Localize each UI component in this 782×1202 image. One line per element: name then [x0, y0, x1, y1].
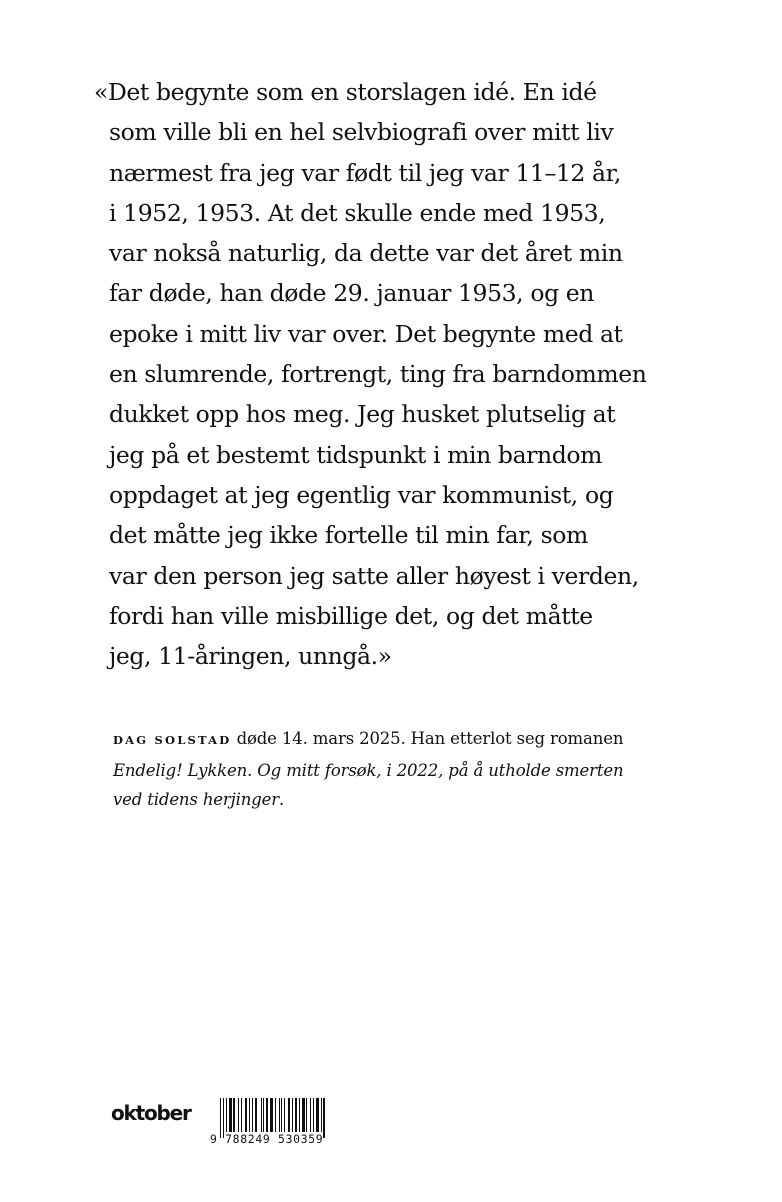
quote-line: var den person jeg satte aller høyest i verden,: [109, 561, 639, 590]
barcode-bar: [306, 1098, 307, 1132]
barcode-bar: [292, 1098, 293, 1132]
barcode-bar: [261, 1098, 262, 1132]
barcode-bar: [241, 1098, 242, 1132]
author-note-line-3: [113, 785, 753, 815]
quote-line: dukket opp hos meg. Jeg husket plutselig at: [109, 400, 616, 429]
barcode-bar: [284, 1098, 285, 1132]
quote-line: i 1952, 1953. At det skulle ende med 1953,: [109, 198, 606, 227]
quote-line: som ville bli en hel selvbiografi over mitt liv: [109, 118, 614, 147]
barcode-bar: [226, 1098, 227, 1132]
barcode-bar: [275, 1098, 276, 1132]
quote-line: «Det begynte som en storslagen idé. En idé: [94, 78, 597, 106]
author-note-line-2: [113, 756, 753, 786]
quote-line: epoke i mitt liv var over. Det begynte med at: [109, 319, 623, 348]
barcode-bar: [266, 1098, 268, 1132]
barcode-bar: [302, 1098, 305, 1132]
book-title-part-1: Endelig! Lykken. Og mitt forsøk, i 2022, på å utholde smerten: [113, 760, 624, 780]
book-title-part-2: ved tidens herjinger: [113, 790, 279, 809]
author-note-end-punct: .: [278, 790, 285, 809]
isbn-barcode: [210, 1098, 362, 1148]
barcode-bar: [310, 1098, 311, 1132]
barcode-bar: [263, 1098, 264, 1132]
barcode-bar: [316, 1098, 319, 1132]
barcode-bar: [252, 1098, 253, 1132]
quote-line: far døde, han døde 29. januar 1953, og en: [109, 279, 595, 308]
barcode-bar: [313, 1098, 314, 1132]
barcode-bar: [249, 1098, 250, 1132]
author-name: DAG SOLSTAD: [113, 733, 232, 747]
author-note-line-1: [113, 724, 753, 756]
barcode-bar: [279, 1098, 280, 1132]
barcode-bar: [255, 1098, 257, 1132]
quote-line: var nokså naturlig, da dette var det året min: [109, 239, 623, 268]
quote-line: fordi han ville misbillige det, og det måtte: [109, 601, 593, 630]
publisher-logo: oktober: [111, 1101, 191, 1125]
barcode-bar: [321, 1098, 322, 1132]
barcode-bar: [270, 1098, 273, 1132]
quote-line: det måtte jeg ikke fortelle til min far, som: [109, 521, 588, 550]
quote-line: oppdaget at jeg egentlig var kommunist, og: [109, 480, 614, 509]
barcode-bar: [238, 1098, 239, 1132]
barcode-bar: [229, 1098, 232, 1132]
barcode-bars: [220, 1098, 362, 1132]
quote-line: jeg på et bestemt tidspunkt i min barndom: [109, 440, 603, 469]
author-note: [113, 724, 753, 815]
barcode-bar: [281, 1098, 282, 1132]
barcode-bar: [288, 1098, 290, 1132]
author-note-text: døde 14. mars 2025. Han etterlot seg romanen: [231, 729, 624, 748]
barcode-digits: 9 788249 530359: [210, 1132, 324, 1146]
barcode-bar: [233, 1098, 235, 1132]
back-cover-quote: [94, 72, 754, 676]
quote-line: nærmest fra jeg var født til jeg var 11–12 år,: [109, 158, 621, 187]
quote-line: jeg, 11-åringen, unngå.»: [109, 642, 392, 671]
quote-line: en slumrende, fortrengt, ting fra barndommen: [109, 360, 647, 389]
barcode-bar: [299, 1098, 300, 1132]
barcode-bar: [295, 1098, 297, 1132]
barcode-bar: [245, 1098, 247, 1132]
